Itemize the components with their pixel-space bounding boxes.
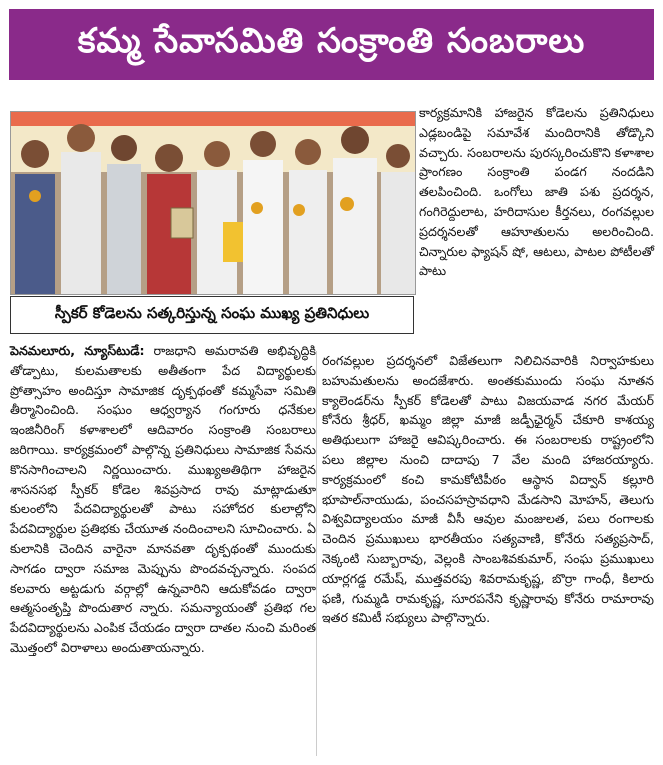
article-body: రాజధాని అమరావతి అభివృద్ధికి తోడ్పాటు, కులమతాలకు అతీతంగా పేద విద్యార్థులకు ప్రోత్సాహం అందిస్తూ సామాజిక దృక్పథంతో కమ్మసేవా సమితి తీర్మానించింది. సంఘం ఆధ్వర్యాన గంగూరు ధనేకుల ఇంజినీరింగ్ కళాశాలలో ఆదివారం సంక్రాంతి సంబరాలు జరిగాయి. కార్యక్రమంలో పాల్గొన్న ప్రతినిధులు సామాజిక సేవను కొనసాగించాలని నిర్ణయించారు. ముఖ్యఅతిథిగా హాజరైన శాసనసభ స్పీకర్ కోడెల శివప్రసాద రావు మాట్లాడుతూ కులంలోని పేదవిద్యార్థులతో పాటు సహోదర కులాల్లోని పేదవిద్యార్థుల ప్రతిభకు చేయూత నందించాలని సూచించారు. ఏ కులానికి చెందిన వారైనా మానవతా దృక్పథంతో ముందుకు సాగడం ద్వారా సమాజ మెప్పును పొందవచ్చన్నారు. సంపద కలవారు అట్టడుగు వర్గాల్లో ఉన్నవారిని ఆదుకోవడం ద్వారా ఆత్మసంతృప్తి పొందుతార న్నారు. సమన్యాయంతో ప్రతిభ గల పేదవిద్యార్థులను ఎంపిక చేయడం ద్వారా దాతల నుంచి మరింత మొత్తంలో విరాళాలు అందుతాయన్నారు.: [10, 343, 316, 655]
article-text: కార్యక్రమానికి హాజరైన కోడెలను ప్రతినిధులు ఎడ్లబండిపై సమావేశ మందిరానికి తోడ్కొని వచ్చారు. సంబరాలను పురస్కరించుకొని కళాశాల ప్రాంగణం సంక్రాంతి పండగ నందడిని తలపించింది. ఒంగోలు జాతి పశు ప్రదర్శన, గంగిరెద్దులాట, హరిదాసుల కీర్తనలు, రంగవల్లుల ప్రదర్శనలతో ఆహూతులను అలరించింది. చిన్నారుల ఫ్యాషన్ షో, ఆటలు, పాటల పోటీలతో పాటు: [419, 105, 654, 279]
dateline: పెనమలూరు, న్యూస్‌టుడే:: [10, 343, 145, 358]
article-column-left: [10, 341, 316, 658]
photo-caption: స్పీకర్ కోడెలను సత్కరిస్తున్న సంఘ ముఖ్య ప్రతినిధులు: [10, 296, 414, 334]
article-text: [10, 341, 316, 658]
article-column-right-top: [419, 103, 654, 281]
headline: కమ్మ సేవాసమితి సంక్రాంతి సంబరాలు: [9, 9, 654, 80]
news-photo: [10, 111, 416, 295]
article-column-right-bottom: [322, 351, 654, 628]
article-text: రంగవల్లుల ప్రదర్శనలో విజేతలుగా నిలిచినవారికి నిర్వాహకులు బహుమతులను అందజేశారు. అంతకుముందు సంఘ నూతన క్యాలెండర్‌ను స్పీకర్ కోడెలతో పాటు విజయవాడ నగర మేయర్ కోనేరు శ్రీధర్, ఖమ్మం జిల్లా మాజీ జడ్పీఛైర్మన్ చేకూరి కాశయ్య అతిథులుగా హాజరై ఆవిష్కరించారు. ఈ సంబరాలకు రాష్ట్రంలోని పలు జిల్లాల నుంచి దాదాపు 7 వేల మంది హాజరయ్యారు. కార్యక్రమంలో కంచి కామకోటిపీఠం ఆస్థాన విద్వాన్ కల్లూరి భూపాల్‌నాయుడు, పంచసహస్రావధాని మేడసాని మోహన్, తెలుగు విశ్వవిద్యాలయం మాజీ వీసీ ఆవుల మంజులత, పలు రంగాలకు చెందిన ప్రముఖులు భారతీయం సత్యవాణి, కోనేరు సత్యప్రసాద్, నెక్కంటి సుబ్బారావు, వెల్లంకి సాంబశివకుమార్, సంఘ ప్రముఖులు యార్లగడ్డ రమేష్, ముత్తవరపు శివరామకృష్ణ, బొర్రా గాంధీ, కిలారు ఫణి, గుమ్మడి రామకృష్ణ, సూరపనేని కృష్ణారావు కోనేరు రామారావు ఇతర కమిటీ సభ్యులు పాల్గొన్నారు.: [322, 353, 654, 626]
column-divider: [316, 351, 317, 756]
